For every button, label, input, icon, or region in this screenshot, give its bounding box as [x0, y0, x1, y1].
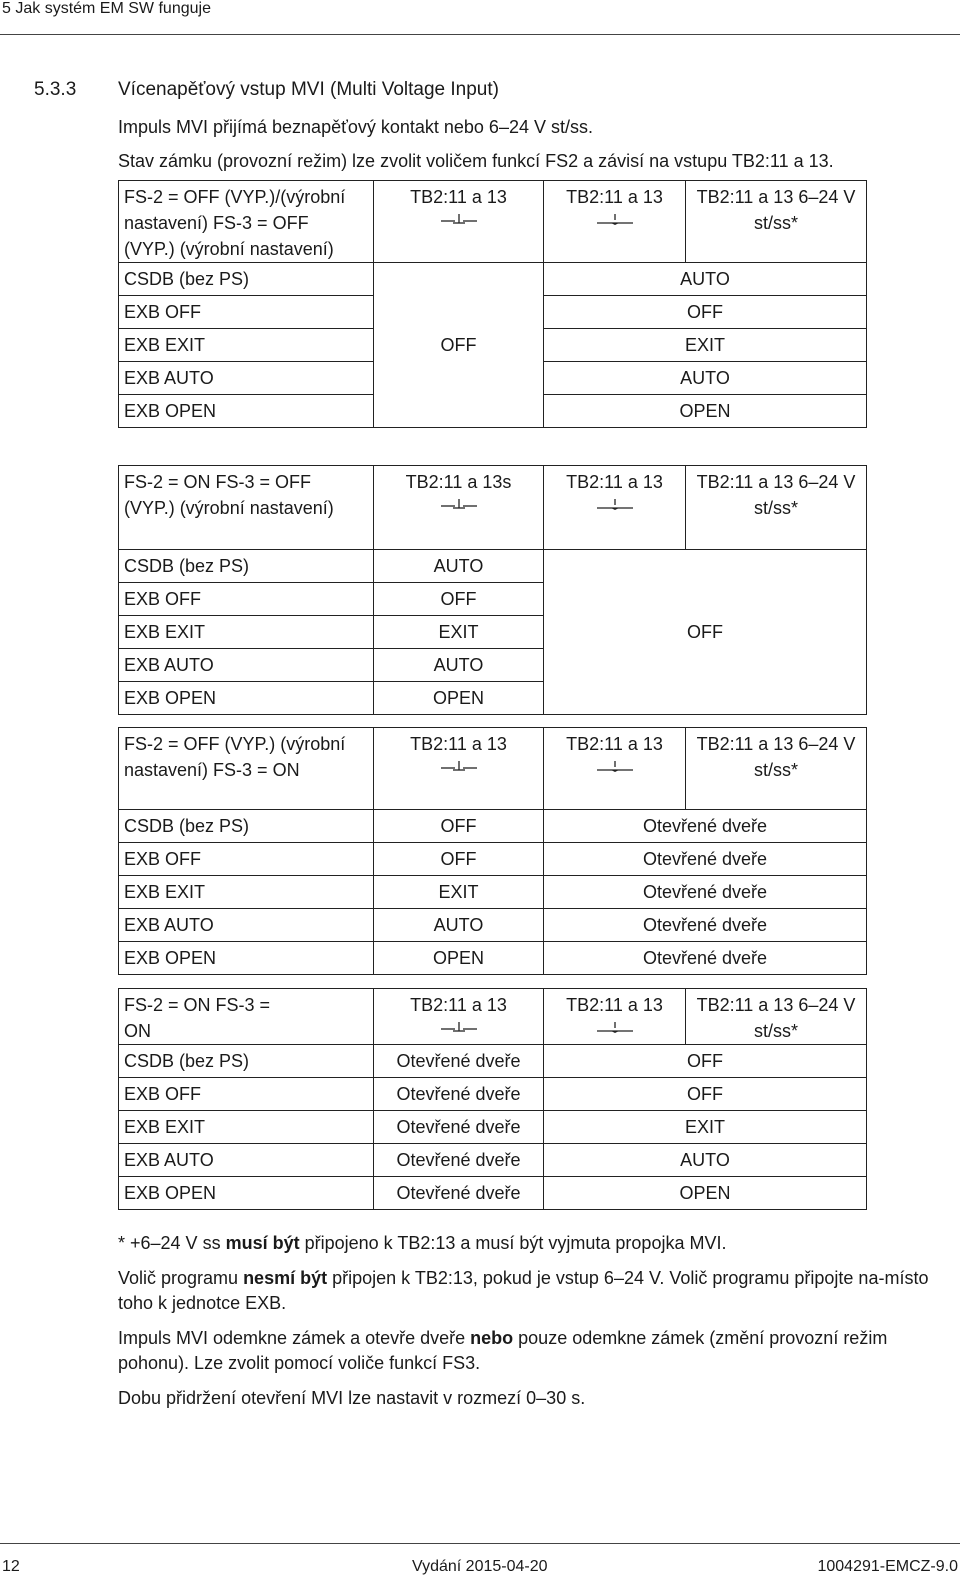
table-cell-merged: OFF [374, 263, 544, 428]
table-row-label: EXB OPEN [119, 942, 374, 975]
table-row-label: EXB OFF [119, 296, 374, 329]
mode-table-2 [118, 465, 867, 715]
table-header-mode: FS-2 = ON FS-3 = ON [119, 989, 374, 1045]
footnote-voltage: * +6–24 V ss musí být připojeno k TB2:13 a musí být vyjmuta propojka MVI. [118, 1233, 727, 1253]
table-cell: Otevřené dveře [544, 909, 867, 942]
table-header-voltage-input: TB2:11 a 13 6–24 V st/ss* [686, 466, 867, 550]
table-row-label: EXB AUTO [119, 649, 374, 682]
table-header-nc-input: TB2:11 a 13 [374, 181, 544, 263]
table-cell: Otevřené dveře [544, 843, 867, 876]
table-header-no-input: TB2:11 a 13 [544, 466, 686, 550]
table-row-label: EXB OFF [119, 583, 374, 616]
table-header-no-input: TB2:11 a 13 [544, 181, 686, 263]
table-cell: Otevřené dveře [544, 942, 867, 975]
table-header-mode: FS-2 = OFF (VYP.)/(výrobní nastavení) FS-3 = OFF (VYP.) (výrobní nastavení) [119, 181, 374, 263]
table-header-voltage-input: TB2:11 a 13 6–24 V st/ss* [686, 989, 867, 1045]
table-header-no-input: TB2:11 a 13 [544, 728, 686, 810]
footnote-hold-time: Dobu přidržení otevření MVI lze nastavit v rozmezí 0–30 s. [118, 1388, 586, 1408]
edition-date: Vydání 2015-04-20 [412, 1558, 548, 1575]
footer-rule [0, 1543, 960, 1544]
normally-closed-contact-icon [439, 212, 479, 226]
normally-open-contact-icon [595, 497, 635, 511]
normally-closed-contact-icon [439, 759, 479, 773]
header-rule [0, 34, 960, 35]
normally-closed-contact-icon [439, 497, 479, 511]
table-cell: OFF [544, 1045, 867, 1078]
table-cell-merged: OFF [544, 550, 867, 715]
table-cell: AUTO [374, 649, 544, 682]
mode-table-3 [118, 727, 867, 975]
table-header-mode: FS-2 = OFF (VYP.) (výrobní nastavení) FS-3 = ON [119, 728, 374, 810]
table-header-voltage-input: TB2:11 a 13 6–24 V st/ss* [686, 728, 867, 810]
table-row-label: CSDB (bez PS) [119, 810, 374, 843]
table-row-label: EXB OPEN [119, 1177, 374, 1210]
table-header-nc-input: TB2:11 a 13 [374, 989, 544, 1045]
table-cell: AUTO [374, 909, 544, 942]
table-header-no-input: TB2:11 a 13 [544, 989, 686, 1045]
table-cell: OFF [374, 583, 544, 616]
table-cell: OFF [374, 843, 544, 876]
normally-open-contact-icon [595, 1020, 635, 1034]
table-row-label: CSDB (bez PS) [119, 550, 374, 583]
intro-paragraph-2: Stav zámku (provozní režim) lze zvolit voličem funkcí FS2 a závisí na vstupu TB2:11 a 13. [118, 151, 834, 171]
table-cell: AUTO [544, 362, 867, 395]
table-row-label: EXB AUTO [119, 362, 374, 395]
table-row-label: EXB OPEN [119, 682, 374, 715]
mode-table-4 [118, 988, 867, 1210]
table-cell: EXIT [374, 876, 544, 909]
table-row-label: EXB EXIT [119, 616, 374, 649]
table-cell: OFF [544, 1078, 867, 1111]
table-header-nc-input: TB2:11 a 13 [374, 728, 544, 810]
table-cell: OPEN [374, 942, 544, 975]
table-row-label: EXB OPEN [119, 395, 374, 428]
chapter-header: 5 Jak systém EM SW funguje [2, 0, 211, 17]
table-cell: EXIT [374, 616, 544, 649]
table-cell: Otevřené dveře [374, 1111, 544, 1144]
table-cell: OFF [544, 296, 867, 329]
table-cell: Otevřené dveře [374, 1177, 544, 1210]
table-cell: Otevřené dveře [544, 810, 867, 843]
table-cell: OPEN [544, 1177, 867, 1210]
table-cell: EXIT [544, 1111, 867, 1144]
table-cell: EXIT [544, 329, 867, 362]
table-row-label: CSDB (bez PS) [119, 263, 374, 296]
section-title: Vícenapěťový vstup MVI (Multi Voltage Input) [118, 79, 499, 100]
page-number: 12 [2, 1558, 20, 1575]
table-cell: OFF [374, 810, 544, 843]
table-cell: AUTO [544, 1144, 867, 1177]
intro-paragraph-1: Impuls MVI přijímá beznapěťový kontakt nebo 6–24 V st/ss. [118, 117, 593, 137]
table-header-voltage-input: TB2:11 a 13 6–24 V st/ss* [686, 181, 867, 263]
normally-open-contact-icon [595, 212, 635, 226]
table-row-label: EXB OFF [119, 843, 374, 876]
table-cell: AUTO [374, 550, 544, 583]
table-cell: OPEN [374, 682, 544, 715]
table-header-mode: FS-2 = ON FS-3 = OFF (VYP.) (výrobní nastavení) [119, 466, 374, 550]
table-row-label: EXB EXIT [119, 1111, 374, 1144]
table-row-label: EXB EXIT [119, 876, 374, 909]
table-cell: Otevřené dveře [544, 876, 867, 909]
table-cell: Otevřené dveře [374, 1144, 544, 1177]
table-row-label: EXB OFF [119, 1078, 374, 1111]
table-cell: Otevřené dveře [374, 1078, 544, 1111]
table-cell: OPEN [544, 395, 867, 428]
table-header-nc-input: TB2:11 a 13s [374, 466, 544, 550]
footnotes [118, 1231, 958, 1421]
document-id: 1004291-EMCZ-9.0 [817, 1558, 958, 1575]
footnote-program-selector: Volič programu nesmí být připojen k TB2:13, pokud je vstup 6–24 V. Volič programu připojte na-místo toho k jednotce EXB. [118, 1268, 929, 1313]
table-row-label: EXB AUTO [119, 909, 374, 942]
table-row-label: EXB EXIT [119, 329, 374, 362]
table-cell: AUTO [544, 263, 867, 296]
table-cell: Otevřené dveře [374, 1045, 544, 1078]
normally-closed-contact-icon [439, 1020, 479, 1034]
mode-table-1 [118, 180, 867, 428]
section-number: 5.3.3 [34, 79, 77, 100]
table-row-label: CSDB (bez PS) [119, 1045, 374, 1078]
table-row-label: EXB AUTO [119, 1144, 374, 1177]
footnote-mvi-impulse: Impuls MVI odemkne zámek a otevře dveře nebo pouze odemkne zámek (změní provozní režim pohonu). Lze zvolit pomocí voliče funkcí FS3. [118, 1328, 888, 1373]
normally-open-contact-icon [595, 759, 635, 773]
